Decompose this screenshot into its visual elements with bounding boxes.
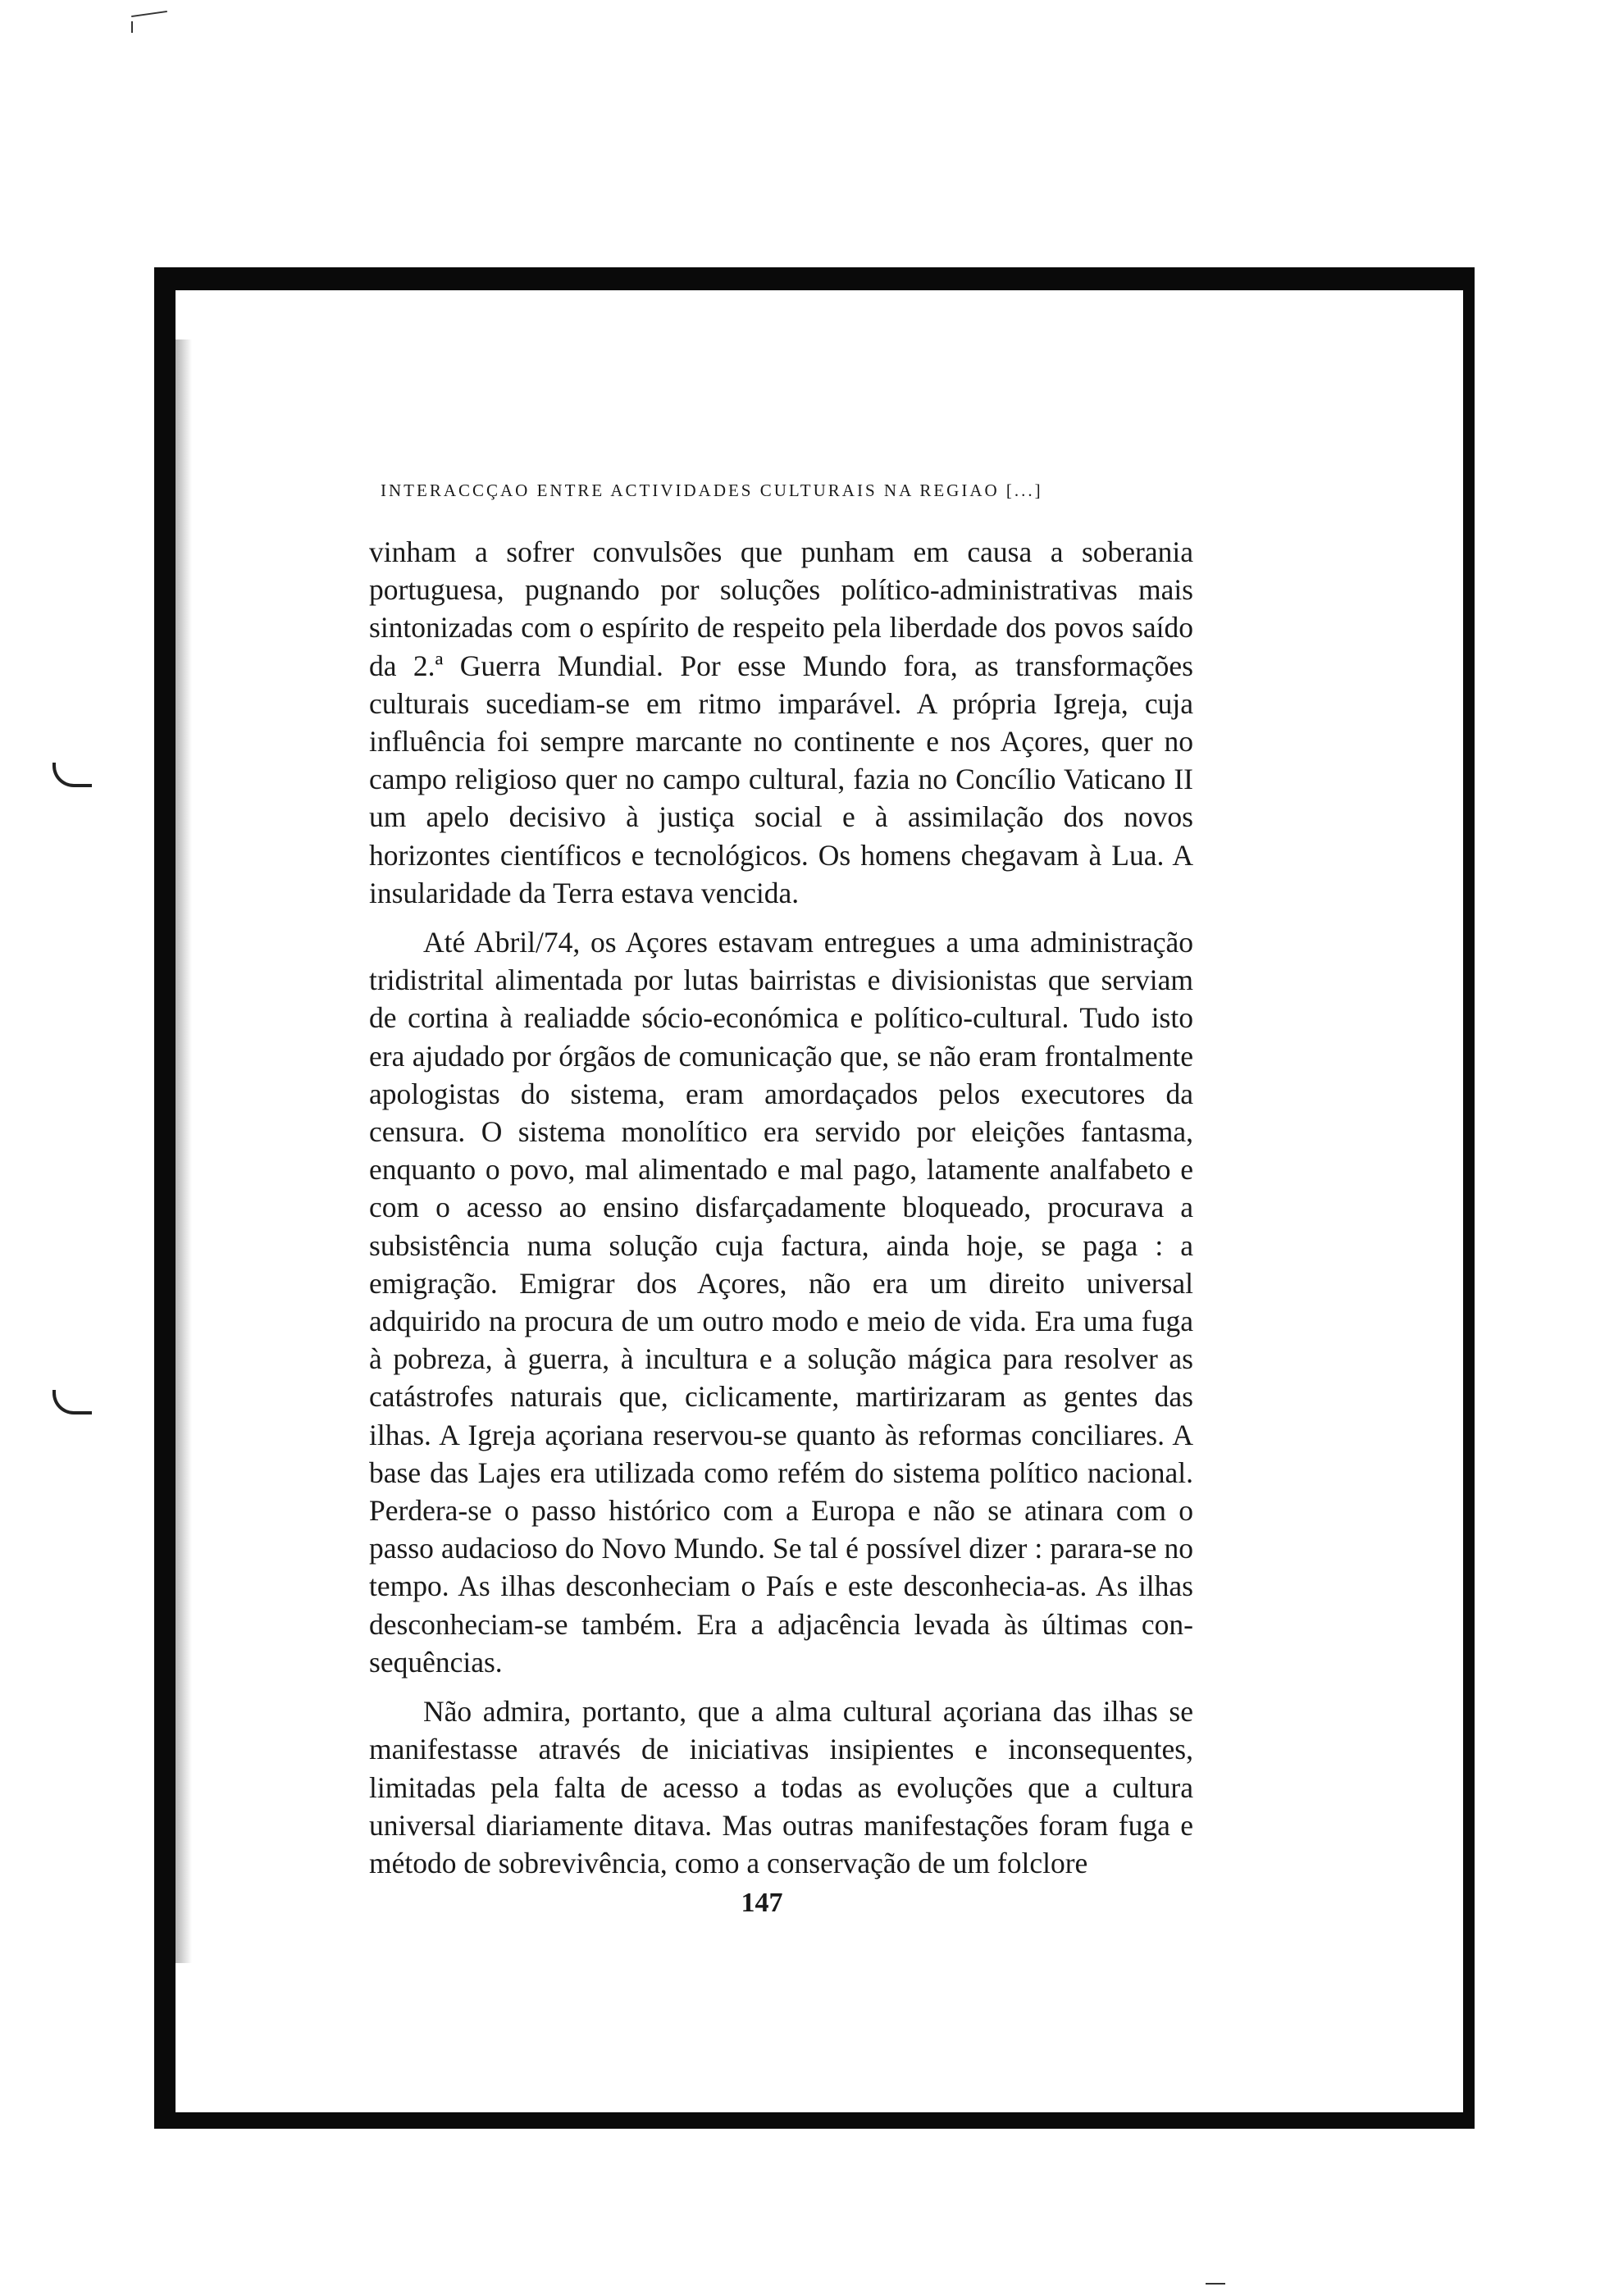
paragraph: Não admira, portanto, que a alma cultural açoriana das ilhas se manifestasse através de iniciativas insipientes e inconsequentes, limitadas pela falta de acesso a todas as evoluções que a cultura universal diariamente ditava. Mas outras manifestações foram fuga e método de sobrevivência, como a conservação de um folclore [369, 1695, 1193, 1879]
margin-curve-mark [52, 763, 92, 787]
binding-shadow [176, 339, 192, 1963]
paragraph: Até Abril/74, os Açores estavam entregues a uma administração tridistrital alimentada por lutas bairristas e divisionistas que serviam de cortina à realiadde sócio-económica e político-cultural. Tudo isto era ajudado por órgãos de comunicação que, se não eram frontalmente apologistas do sistema, eram amordaçados pelos executores da censura. O sistema monolítico era servido por eleições fantasma, enquanto o povo, mal alimentado e mal pago, latamente analfabeto e com o acesso ao ensino disfarçadamente bloqueado, procurava a subsistência numa solução cuja factura, ainda hoje, se paga : a emigração. Emigrar dos Açores, não era um direito universal adquirido na procura de um outro modo e meio de vida. Era uma fuga à pobreza, à guerra, à incultura e a solução mágica para resolver as catástrofes naturais que, ciclicamente, martirizaram as gentes das ilhas. A Igreja açoriana reservou-se quanto às reformas conciliares. A base das Lajes era utilizada como refém do sistema político nacional. Perdera-se o passo histórico com a Europa e não se atinara com o passo audacioso do Novo Mundo. Se tal é possível dizer : parara-se no tempo. As ilhas desconheciam o País e este desconhecia-as. As ilhas desconheciam-se também. Era a adjacência levada às últimas consequências. [369, 926, 1193, 1679]
margin-curve-mark [52, 1390, 92, 1414]
scan-speck [1206, 2283, 1225, 2285]
running-head: INTERACCÇAO ENTRE ACTIVIDADES CULTURAIS NA REGIAO [...] [381, 481, 1043, 500]
book-page [176, 290, 1463, 2112]
scan-speck [131, 21, 133, 33]
scan-speck [131, 11, 167, 17]
paragraph: vinham a sofrer convulsões que punham em causa a soberania portuguesa, pugnando por soluções político-administrativas mais sintonizadas com o espírito de respeito pela liberdade dos povos saído da 2.ª Guerra Mundial. Por esse Mundo fora, as transformações culturais sucediam-se em ritmo imparável. A própria Igreja, cuja influência foi sempre marcante no continente e nos Açores, quer no campo religioso quer no campo cultural, fazia no Concílio Vaticano II um apelo decisivo à justiça social e à assimilação dos novos horizontes científicos e tecnológicos. Os homens chegavam à Lua. A insularidade da Terra estava vencida. [369, 535, 1193, 909]
page-number: 147 [741, 1888, 783, 1918]
page-border [154, 267, 1475, 2129]
body-text [369, 533, 1193, 1882]
